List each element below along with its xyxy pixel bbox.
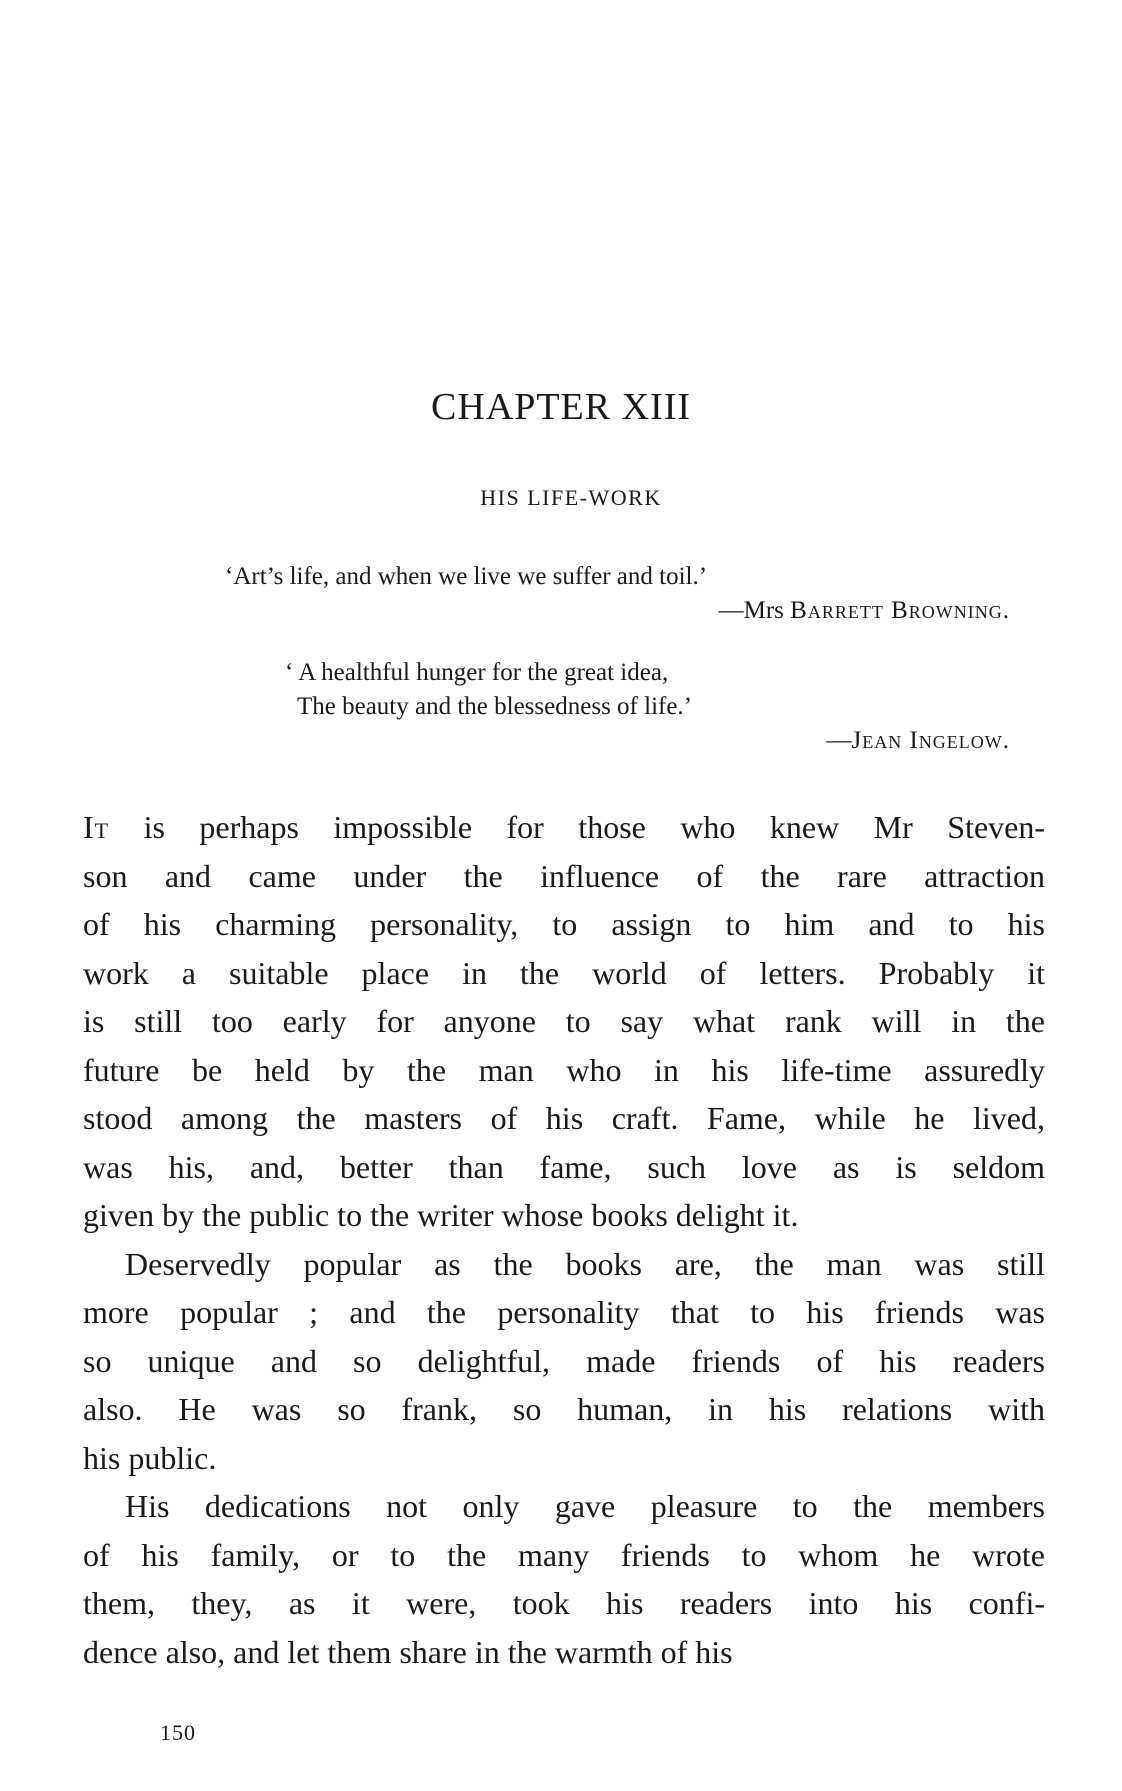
paragraph-line: future be held by the man who in his life-time assuredly — [83, 1051, 1045, 1088]
epigraph-line: The beauty and the blessedness of life.’ — [297, 692, 693, 720]
paragraph-line: his public. — [83, 1439, 217, 1476]
paragraph-line: stood among the masters of his craft. Fame, while he lived, — [83, 1100, 1045, 1136]
paragraph — [83, 803, 1045, 1240]
paragraph-line: of his family, or to the many friends to whom he wrote — [83, 1536, 1045, 1573]
paragraph-line: also. He was so frank, so human, in his relations with — [83, 1391, 1045, 1427]
paragraph — [83, 1482, 1045, 1676]
attribution-name: Jean Ingelow. — [851, 726, 1010, 754]
paragraph — [83, 1240, 1045, 1483]
epigraph — [285, 656, 1010, 757]
paragraph-line: son and came under the influence of the rare attraction — [83, 857, 1045, 894]
paragraph-line: them, they, as it were, took his readers into his confi- — [83, 1585, 1045, 1621]
paragraph-line: Deservedly popular as the books are, the man was still — [125, 1245, 1045, 1282]
chapter-title: CHAPTER XIII — [430, 386, 692, 428]
epigraph-attribution — [285, 724, 1010, 758]
body-text — [83, 803, 1045, 1676]
opening-small-caps: It — [83, 809, 110, 845]
paragraph-line: so unique and so delightful, made friends of his readers — [83, 1342, 1045, 1379]
paragraph-line: It is perhaps impossible for those who knew Mr Steven- — [83, 809, 1045, 845]
epigraph-line: ‘Art’s life, and when we live we suffer and toil.’ — [225, 563, 708, 590]
attribution-prefix: — — [826, 726, 852, 754]
attribution-prefix: —Mrs — [718, 596, 791, 624]
attribution-name: Barrett Browning. — [790, 596, 1010, 624]
paragraph-line: of his charming personality, to assign to him and to his — [83, 906, 1045, 942]
paragraph-line: more popular ; and the personality that to his friends was — [83, 1294, 1045, 1330]
epigraph — [225, 560, 1010, 628]
epigraph-attribution — [225, 594, 1010, 628]
paragraph-line: His dedications not only gave pleasure to the members — [125, 1488, 1045, 1524]
epigraph-line: ‘ A healthful hunger for the great idea, — [285, 659, 669, 686]
page-number: 150 — [160, 1720, 196, 1745]
paragraph-line: was his, and, better than fame, such love as is seldom — [83, 1148, 1045, 1185]
paragraph-line: given by the public to the writer whose books delight it. — [83, 1197, 799, 1233]
paragraph-line: dence also, and let them share in the warmth of his — [83, 1633, 733, 1670]
paragraph-line: work a suitable place in the world of letters. Probably it — [83, 954, 1045, 991]
chapter-subtitle: HIS LIFE-WORK — [480, 485, 662, 510]
paragraph-line: is still too early for anyone to say what rank will in the — [83, 1003, 1045, 1039]
